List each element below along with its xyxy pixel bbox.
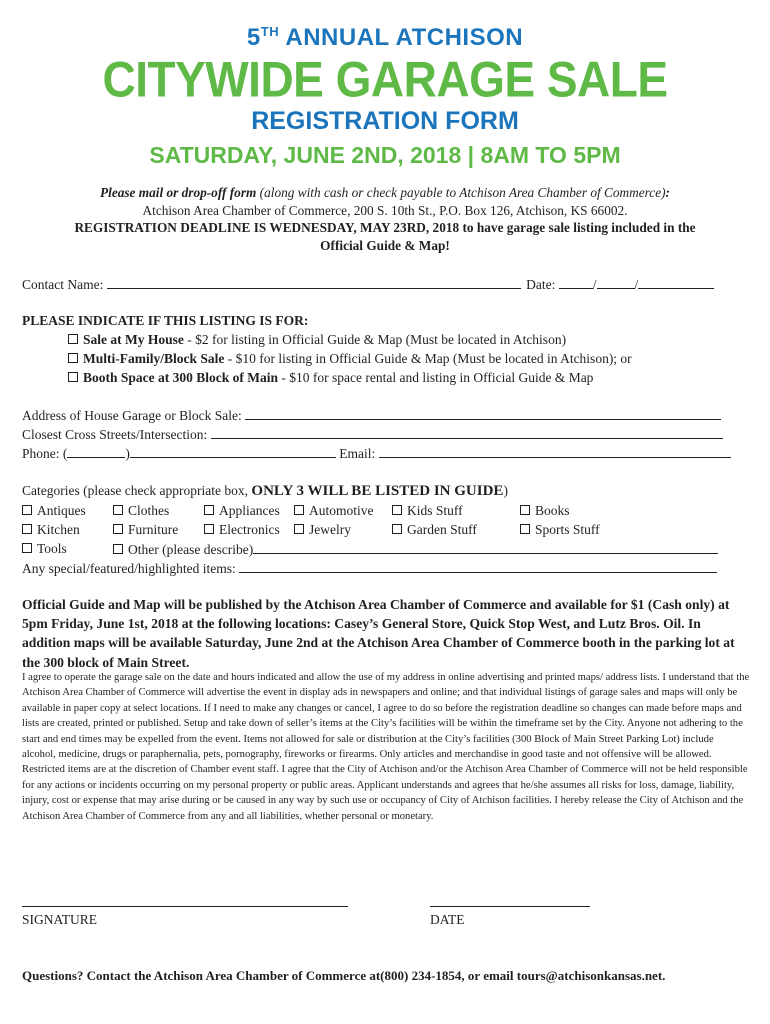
category-garden-stuff[interactable] (392, 522, 477, 538)
phone-number-field[interactable] (130, 445, 336, 458)
checkbox[interactable] (520, 505, 530, 515)
deadline-line-1: REGISTRATION DEADLINE IS WEDNESDAY, MAY 23RD, 2018 to have garage sale listing included in the (74, 220, 696, 235)
categories-intro-close: ) (503, 483, 508, 498)
checkbox[interactable] (204, 524, 214, 534)
checkbox[interactable] (392, 505, 402, 515)
date-separator: / (634, 277, 639, 292)
checkbox[interactable] (113, 505, 123, 515)
annual-ordinal: TH (260, 24, 280, 39)
mail-instructions-colon: : (665, 185, 670, 200)
listing-heading: PLEASE INDICATE IF THIS LISTING IS FOR: (22, 313, 309, 328)
mail-instructions-paren: (along with cash or check payable to Atchison Area Chamber of Commerce) (256, 185, 666, 200)
special-items-field[interactable] (239, 560, 717, 573)
checkbox[interactable] (520, 524, 530, 534)
category-label: Antiques (37, 503, 86, 518)
checkbox[interactable] (113, 524, 123, 534)
phone-paren-close: ) (125, 446, 130, 461)
date-day-field[interactable] (597, 276, 635, 289)
listing-option-title: Booth Space at 300 Block of Main (83, 370, 279, 385)
date-year-field[interactable] (638, 276, 714, 289)
category-label: Kids Stuff (407, 503, 463, 518)
listing-option-title: Sale at My House (83, 332, 184, 347)
category-label: Sports Stuff (535, 522, 600, 537)
date-label: Date: (526, 277, 556, 292)
phone-email-row (22, 445, 731, 462)
category-books[interactable] (520, 503, 570, 519)
email-label: Email: (339, 446, 376, 461)
phone-area-code-field[interactable] (67, 445, 125, 458)
category-label: Appliances (219, 503, 280, 518)
contact-footer: Questions? Contact the Atchison Area Chamber of Commerce at(800) 234-1854, or email tours@atchisonkansas.net. (22, 968, 666, 983)
category-furniture[interactable] (113, 522, 178, 538)
phone-label: Phone: ( (22, 446, 68, 461)
category-automotive[interactable] (294, 503, 374, 519)
category-label: Books (535, 503, 570, 518)
date-signed-line[interactable] (430, 906, 590, 907)
deadline-line-2: Official Guide & Map! (320, 238, 450, 253)
category-kitchen[interactable] (22, 522, 80, 538)
address-label: Address of House Garage or Block Sale: (22, 408, 242, 423)
listing-option-title: Multi-Family/Block Sale (83, 351, 225, 366)
date-month-field[interactable] (559, 276, 593, 289)
checkbox[interactable] (68, 334, 78, 344)
checkbox[interactable] (294, 505, 304, 515)
checkbox[interactable] (113, 544, 123, 554)
category-label: Jewelry (309, 522, 351, 537)
address-field[interactable] (245, 407, 721, 420)
special-items-label: Any special/featured/highlighted items: (22, 561, 236, 576)
checkbox[interactable] (68, 372, 78, 382)
signature-label: SIGNATURE (22, 912, 98, 927)
checkbox[interactable] (68, 353, 78, 363)
contact-name-label: Contact Name: (22, 277, 104, 292)
annual-heading (0, 24, 770, 52)
checkbox[interactable] (392, 524, 402, 534)
category-sports-stuff[interactable] (520, 522, 600, 538)
category-clothes[interactable] (113, 503, 169, 519)
listing-option-booth[interactable] (68, 370, 593, 386)
checkbox[interactable] (22, 524, 32, 534)
special-items-row (22, 560, 717, 577)
category-label: Tools (37, 541, 67, 556)
categories-intro-text: Categories (please check appropriate box, (22, 483, 252, 498)
form-subtitle: REGISTRATION FORM (251, 107, 519, 135)
category-kids-stuff[interactable] (392, 503, 463, 519)
cross-streets-field[interactable] (211, 426, 723, 439)
listing-option-detail: - $10 for space rental and listing in Official Guide & Map (278, 370, 594, 385)
category-electronics[interactable] (204, 522, 280, 538)
guide-availability-paragraph: Official Guide and Map will be published by the Atchison Area Chamber of Commerce and available for $1 (Cash only) at 5pm Friday, June 1st, 2018 at the following locations: Casey’s General Store, Quick Stop West, and Lutz Bros. Oil. In addition maps will be available Saturday, June 2nd at the Atchison Area Chamber of Commerce booth in the parking lot at the 300 block of Main Street. (22, 597, 735, 670)
mail-instructions (0, 184, 770, 202)
cross-streets-row (22, 426, 723, 443)
terms-paragraph: I agree to operate the garage sale on the date and hours indicated and allow the use of my address in online advertising and printed maps/ address lists. I understand that the Atchison Area Chamber of Commerce will advertise the event in display ads in newspapers and online; and that individual listings of garage sales and maps will only be available in paper copy at select locations. If I need to make any changes or cancel, I agree to do so before the registration deadline so changes can made before maps and lists are created, printed or published. Setup and take down of seller’s items at the City’s facilities will be within the timeframe set by the City. Anyone not adhering to the start and end times may be expelled from the event. Items not allowed for sale or distribution at the City’s facilities (300 Block of Main Street Parking Lot) include alcohol, medicine, drugs or paraphernalia, pets, pornography, fireworks or firearms. Only articles and merchandise in good taste and not offensive will be allowed. Restricted items are at the discretion of Chamber event staff. I agree that the City of Atchison and/or the Atchison Area Chamber of Commerce will not be held responsible for any actions or incidents occurring on my personal property or public areas. Applicant understands and agrees that he/she assumes all risks for loss, damage, liability, injury, cost or expense that may arise during or be caused in any way by such use or occupancy of City of Atchison facilities. I hereby release the City of Atchison and the Atchison Area Chamber of Commerce from any and all liabilities, whether personal or monetary. (22, 672, 750, 822)
checkbox[interactable] (294, 524, 304, 534)
checkbox[interactable] (22, 505, 32, 515)
cross-streets-label: Closest Cross Streets/Intersection: (22, 427, 208, 442)
listing-option-detail: - $10 for listing in Official Guide & Map (Must be located in Atchison); or (224, 351, 632, 366)
listing-option-multifamily[interactable] (68, 351, 632, 367)
category-label: Kitchen (37, 522, 80, 537)
listing-option-house[interactable] (68, 332, 566, 348)
annual-text: ANNUAL ATCHISON (279, 24, 524, 51)
mail-instructions-bold: Please mail or drop-off form (100, 185, 257, 200)
category-label: Garden Stuff (407, 522, 477, 537)
category-label: Clothes (128, 503, 170, 518)
categories-limit-note: ONLY 3 WILL BE LISTED IN GUIDE (251, 483, 504, 499)
date-signed-label: DATE (430, 912, 465, 927)
listing-option-detail: - $2 for listing in Official Guide & Map (Must be located in Atchison) (183, 332, 567, 347)
category-label: Furniture (128, 522, 179, 537)
date-separator: / (592, 277, 597, 292)
contact-name-row (22, 276, 714, 293)
category-other[interactable] (113, 541, 718, 558)
category-label: Electronics (219, 522, 280, 537)
categories-intro (22, 483, 508, 500)
category-appliances[interactable] (204, 503, 280, 519)
chamber-address: Atchison Area Chamber of Commerce, 200 S. 10th St., P.O. Box 126, Atchison, KS 66002. (142, 203, 628, 218)
signature-line[interactable] (22, 906, 348, 907)
event-date-line: SATURDAY, JUNE 2ND, 2018 | 8AM TO 5PM (149, 142, 621, 168)
address-row (22, 407, 721, 424)
page-title: CITYWIDE GARAGE SALE (102, 50, 668, 108)
annual-number: 5 (246, 24, 261, 51)
other-description-field[interactable] (253, 541, 718, 554)
category-label: Other (please describe) (128, 542, 254, 557)
category-antiques[interactable] (22, 503, 86, 519)
category-label: Automotive (309, 503, 374, 518)
checkbox[interactable] (204, 505, 214, 515)
checkbox[interactable] (22, 543, 32, 553)
email-field[interactable] (379, 445, 731, 458)
contact-name-field[interactable] (107, 276, 521, 289)
category-jewelry[interactable] (294, 522, 351, 538)
category-tools[interactable] (22, 541, 67, 557)
